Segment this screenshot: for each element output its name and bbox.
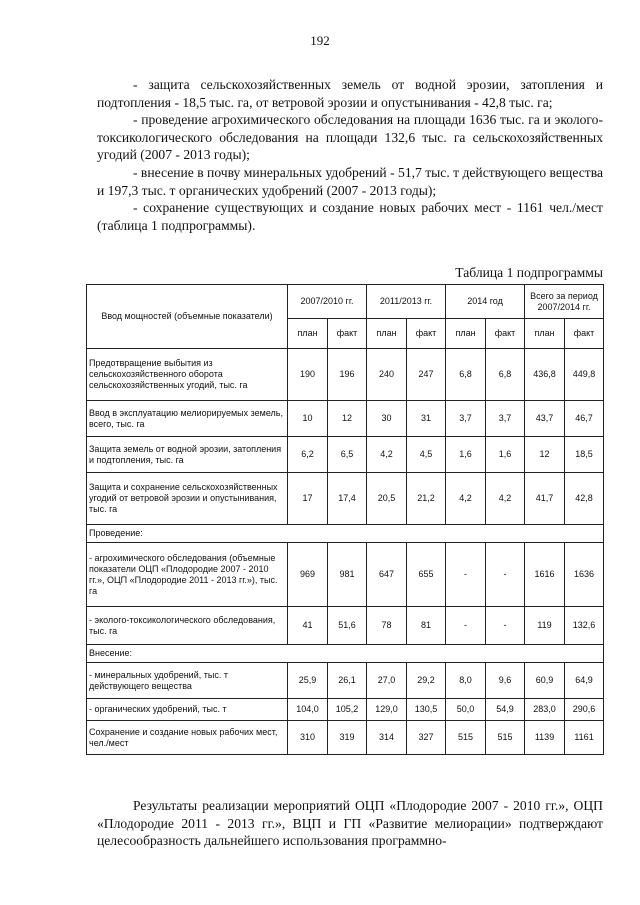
- cell: 1616: [525, 543, 565, 607]
- plan-header: план: [288, 319, 328, 349]
- cell: 10: [288, 401, 328, 437]
- cell: 60,9: [525, 663, 565, 699]
- bottom-paragraph: Результаты реализации мероприятий ОЦП «Плодородие 2007 - 2010 гг.», ОЦП «Плодородие 2011 - 2013 гг.», ВЦП и ГП «Развитие мелиорации» подтверждают целесообразность дальнейшего использования программно-: [97, 798, 603, 849]
- plan-header: план: [525, 319, 565, 349]
- paragraph: - внесение в почву минеральных удобрений - 51,7 тыс. т действующего вещества и 197,3 тыс. т органических удобрений (2007 - 2013 годы);: [97, 164, 603, 198]
- paragraph: - проведение агрохимического обследования на площади 1636 тыс. га и эколого-токсикологического обследования на площади 132,6 тыс. га сельскохозяйственных угодий (2007 - 2013 годы);: [97, 112, 603, 163]
- table-row: [87, 663, 604, 699]
- cell: 1161: [565, 721, 604, 755]
- cell: 6,5: [328, 437, 367, 473]
- cell: 969: [288, 543, 328, 607]
- table-header-row: [87, 285, 604, 319]
- cell: 29,2: [407, 663, 446, 699]
- fact-header: факт: [486, 319, 525, 349]
- cell: 26,1: [328, 663, 367, 699]
- section-label: Внесение:: [87, 645, 604, 663]
- row-label: Защита земель от водной эрозии, затопления и подтопления, тыс. га: [87, 437, 288, 473]
- row-label: - агрохимического обследования (объемные показатели ОЦП «Плодородие 2007 - 2010 гг.», ОЦП «Плодородие 2011 - 2013 гг.»), тыс. га: [87, 543, 288, 607]
- cell: 12: [328, 401, 367, 437]
- cell: 9,6: [486, 663, 525, 699]
- cell: 981: [328, 543, 367, 607]
- cell: 647: [367, 543, 407, 607]
- cell: 17,4: [328, 473, 367, 525]
- cell: 119: [525, 607, 565, 645]
- cell: 515: [486, 721, 525, 755]
- cell: -: [446, 607, 486, 645]
- page-number: 192: [310, 33, 330, 48]
- table-section-row: [87, 645, 604, 663]
- cell: 314: [367, 721, 407, 755]
- cell: 3,7: [486, 401, 525, 437]
- plan-header: план: [446, 319, 486, 349]
- period-header: Всего за период 2007/2014 гг.: [525, 285, 604, 319]
- cell: 1,6: [446, 437, 486, 473]
- period-header: 2014 год: [446, 285, 525, 319]
- cell: 4,2: [367, 437, 407, 473]
- cell: 1636: [565, 543, 604, 607]
- cell: 20,5: [367, 473, 407, 525]
- cell: 310: [288, 721, 328, 755]
- cell: 50,0: [446, 699, 486, 721]
- cell: 3,7: [446, 401, 486, 437]
- cell: 12: [525, 437, 565, 473]
- cell: 78: [367, 607, 407, 645]
- cell: 449,8: [565, 349, 604, 401]
- cell: 43,7: [525, 401, 565, 437]
- cell: 240: [367, 349, 407, 401]
- cell: 290,6: [565, 699, 604, 721]
- cell: 129,0: [367, 699, 407, 721]
- cell: -: [446, 543, 486, 607]
- cell: 18,5: [565, 437, 604, 473]
- cell: 17: [288, 473, 328, 525]
- cell: 8,0: [446, 663, 486, 699]
- row-label: - эколого-токсикологического обследования, тыс. га: [87, 607, 288, 645]
- table-caption: Таблица 1 подпрограммы: [455, 265, 603, 280]
- cell: 4,2: [486, 473, 525, 525]
- fact-header: факт: [565, 319, 604, 349]
- cell: 6,2: [288, 437, 328, 473]
- period-header: 2007/2010 гг.: [288, 285, 367, 319]
- body-text: [97, 76, 603, 234]
- cell: 247: [407, 349, 446, 401]
- cell: 42,8: [565, 473, 604, 525]
- cell: 51,6: [328, 607, 367, 645]
- cell: 41: [288, 607, 328, 645]
- data-table: [86, 284, 604, 755]
- table-row: [87, 699, 604, 721]
- period-header: 2011/2013 гг.: [367, 285, 446, 319]
- cell: 515: [446, 721, 486, 755]
- cell: 27,0: [367, 663, 407, 699]
- table-row: [87, 721, 604, 755]
- cell: 190: [288, 349, 328, 401]
- table-row: [87, 437, 604, 473]
- cell: -: [486, 543, 525, 607]
- table-section-row: [87, 525, 604, 543]
- cell: 6,8: [446, 349, 486, 401]
- cell: 104,0: [288, 699, 328, 721]
- cell: 54,9: [486, 699, 525, 721]
- table-row: [87, 543, 604, 607]
- cell: 46,7: [565, 401, 604, 437]
- cell: 4,5: [407, 437, 446, 473]
- cell: 81: [407, 607, 446, 645]
- table-row: [87, 473, 604, 525]
- cell: 130,5: [407, 699, 446, 721]
- table-row: [87, 401, 604, 437]
- cell: 655: [407, 543, 446, 607]
- cell: 4,2: [446, 473, 486, 525]
- row-label: Сохранение и создание новых рабочих мест, чел./мест: [87, 721, 288, 755]
- cell: 64,9: [565, 663, 604, 699]
- cell: 6,8: [486, 349, 525, 401]
- cell: 196: [328, 349, 367, 401]
- cell: 41,7: [525, 473, 565, 525]
- cell: 1,6: [486, 437, 525, 473]
- paragraph: - защита сельскохозяйственных земель от водной эрозии, затопления и подтопления - 18,5 тыс. га, от ветровой эрозии и опустынивания - 42,8 тыс. га;: [97, 77, 603, 110]
- cell: 436,8: [525, 349, 565, 401]
- section-label: Проведение:: [87, 525, 604, 543]
- plan-header: план: [367, 319, 407, 349]
- cell: 132,6: [565, 607, 604, 645]
- fact-header: факт: [407, 319, 446, 349]
- cell: 319: [328, 721, 367, 755]
- row-label: - органических удобрений, тыс. т: [87, 699, 288, 721]
- row-label: Защита и сохранение сельскохозяйственных угодий от ветровой эрозии и опустынивания, тыс. га: [87, 473, 288, 525]
- cell: -: [486, 607, 525, 645]
- fact-header: факт: [328, 319, 367, 349]
- header-label: Ввод мощностей (объемные показатели): [87, 285, 288, 349]
- cell: 283,0: [525, 699, 565, 721]
- row-label: - минеральных удобрений, тыс. т действующего вещества: [87, 663, 288, 699]
- cell: 30: [367, 401, 407, 437]
- row-label: Предотвращение выбытия из сельскохозяйственного оборота сельскохозяйственных угодий, тыс. га: [87, 349, 288, 401]
- cell: 25,9: [288, 663, 328, 699]
- cell: 1139: [525, 721, 565, 755]
- table-row: [87, 349, 604, 401]
- cell: 327: [407, 721, 446, 755]
- cell: 21,2: [407, 473, 446, 525]
- table-row: [87, 607, 604, 645]
- row-label: Ввод в эксплуатацию мелиорируемых земель, всего, тыс. га: [87, 401, 288, 437]
- paragraph: - сохранение существующих и создание новых рабочих мест - 1161 чел./мест (таблица 1 подпрограммы).: [97, 200, 603, 233]
- cell: 31: [407, 401, 446, 437]
- cell: 105,2: [328, 699, 367, 721]
